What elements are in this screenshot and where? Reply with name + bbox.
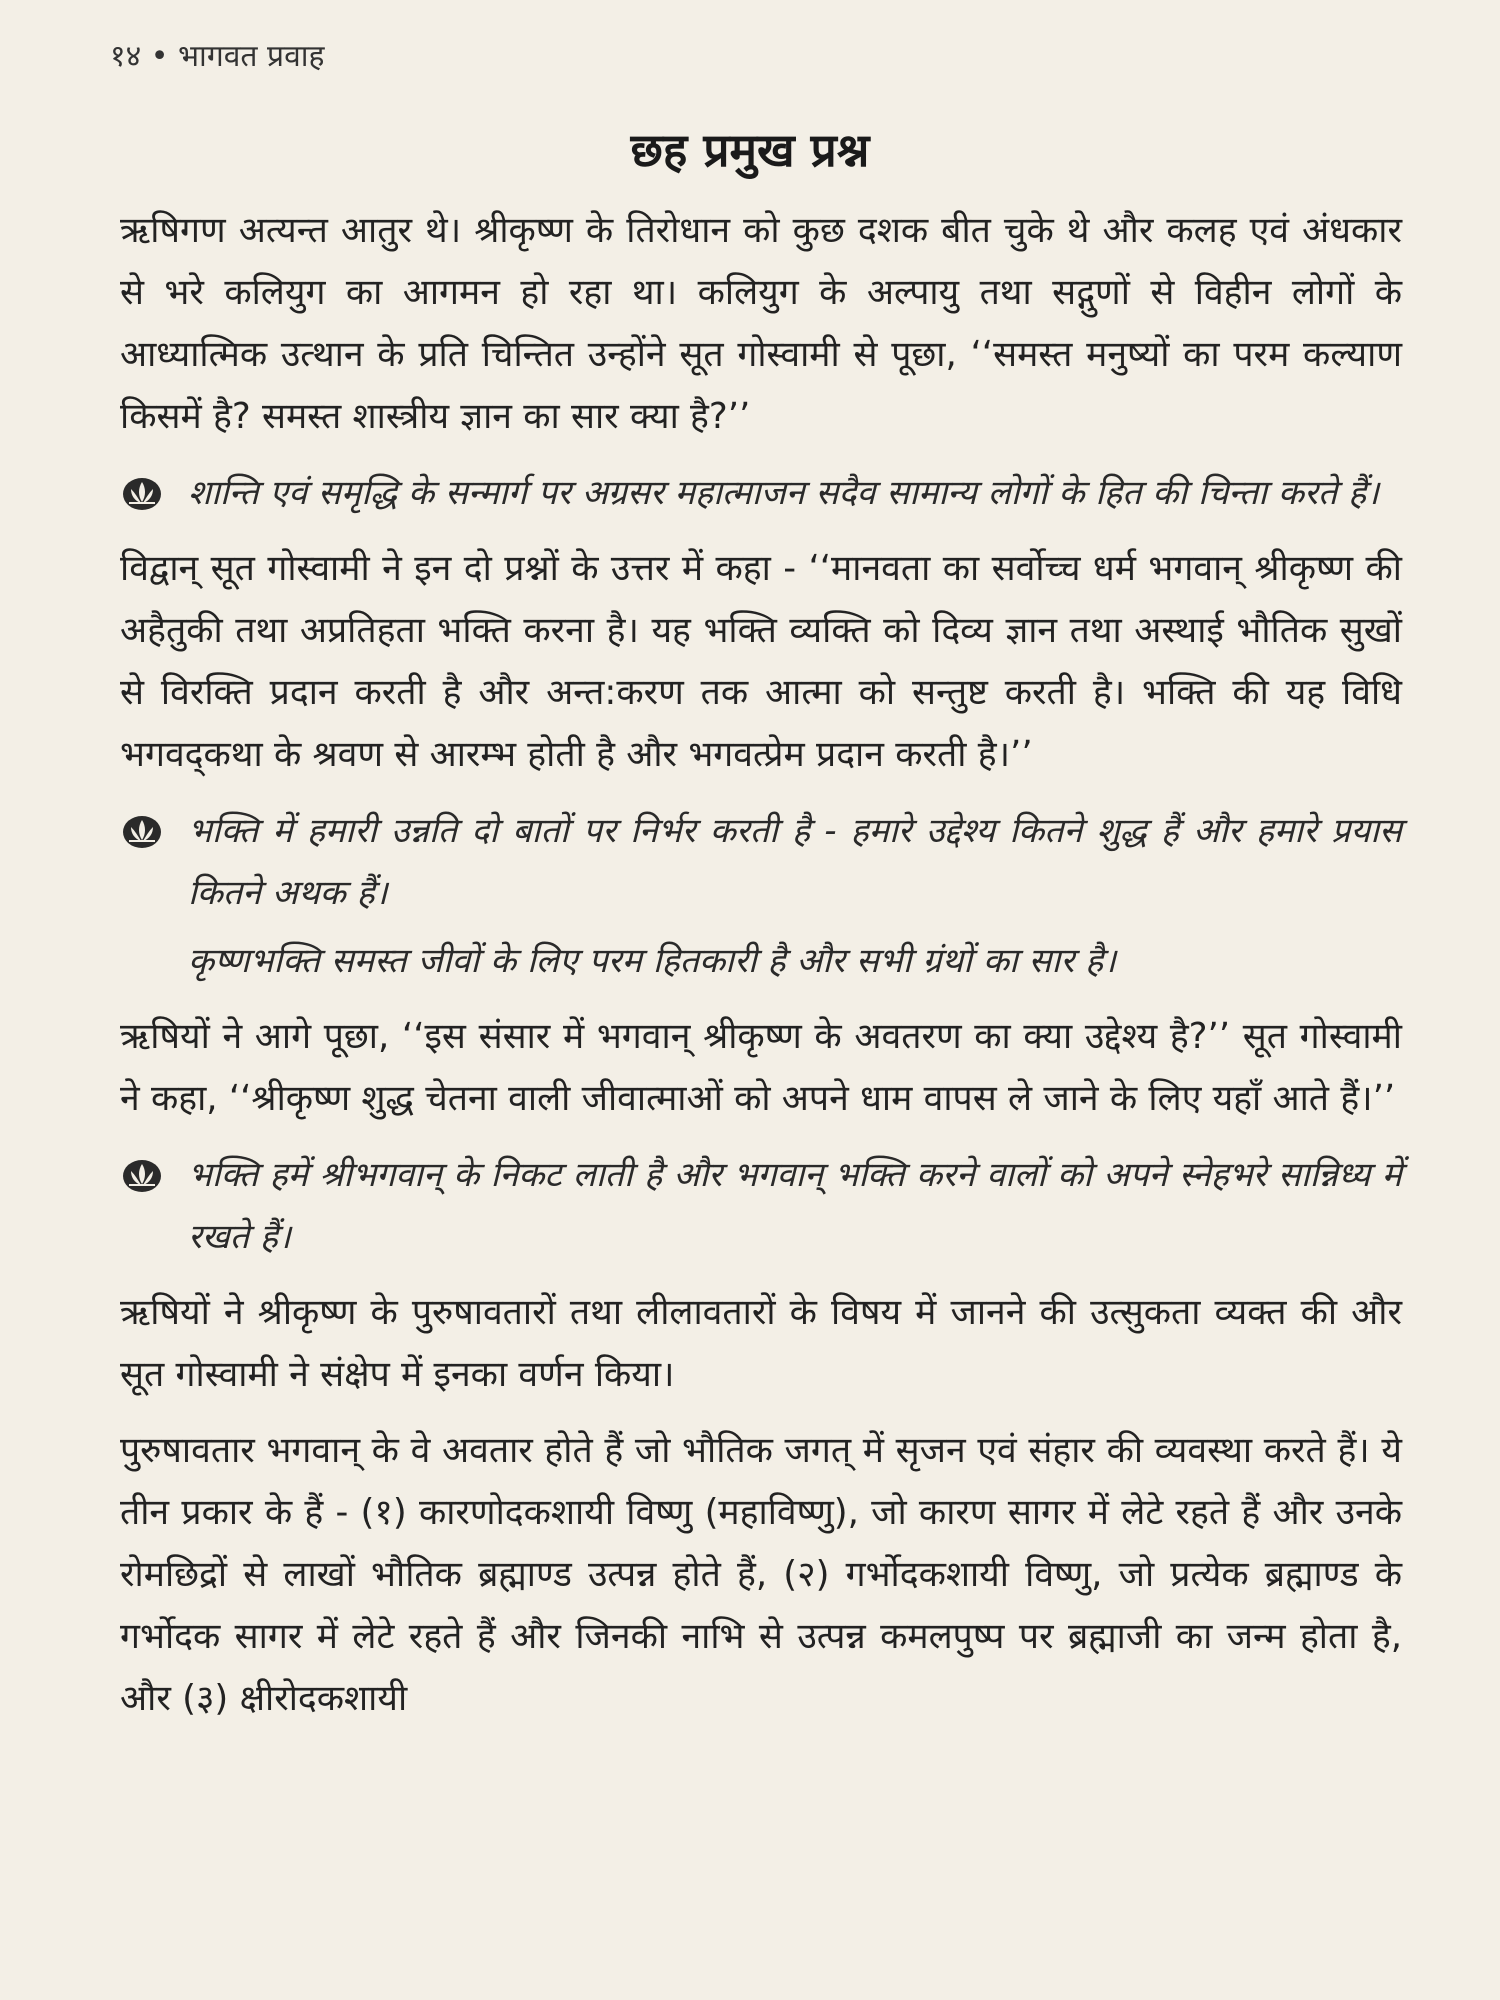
note-text: भक्ति हमें श्रीभगवान् के निकट लाती है और भगवान् भक्ति करने वालों को अपने स्नेहभरे सान्निध्य में रखते हैं।: [188, 1155, 1402, 1257]
note-text: कृष्णभक्ति समस्त जीवों के लिए परम हितकारी है और सभी ग्रंथों का सार है।: [188, 941, 1117, 981]
paragraph-5: पुरुषावतार भगवान् के वे अवतार होते हैं जो भौतिक जगत् में सृजन एवं संहार की व्यवस्था करते हैं। ये तीन प्रकार के हैं - (१) कारणोदकशायी विष्णु (महाविष्णु), जो कारण सागर में लेटे रहते हैं और उनके रोमछिद्रों से लाखों भौतिक ब्रह्माण्ड उत्पन्न होते हैं, (२) गर्भोदकशायी विष्णु, जो प्रत्येक ब्रह्माण्ड के गर्भोदक सागर में लेटे रहते हैं और जिनकी नाभि से उत्पन्न कमलपुष्प पर ब्रह्माजी का जन्म होता है, और (३) क्षीरोदकशायी: [120, 1430, 1402, 1719]
lotus-icon: [122, 814, 162, 850]
paragraph-1: ऋषिगण अत्यन्त आतुर थे। श्रीकृष्ण के तिरोधान को कुछ दशक बीत चुके थे और कलह एवं अंधकार से भरे कलियुग का आगमन हो रहा था। कलियुग के अल्पायु तथा सद्गुणों से विहीन लोगों के आध्यात्मिक उत्थान के प्रति चिन्तित उन्होंने सूत गोस्वामी से पूछा, ‘‘समस्त मनुष्यों का परम कल्याण किसमें है? समस्त शास्त्रीय ज्ञान का सार क्या है?’’: [120, 210, 1402, 437]
teaching-note-3: [120, 930, 1402, 992]
page-body: [120, 200, 1402, 1744]
running-header: १४ • भागवत प्रवाह: [110, 39, 325, 74]
paragraph-4: ऋषियों ने श्रीकृष्ण के पुरुषावतारों तथा लीलावतारों के विषय में जानने की उत्सुकता व्यक्त की और सूत गोस्वामी ने संक्षेप में इनका वर्णन किया।: [120, 1292, 1402, 1395]
note-text: भक्ति में हमारी उन्नति दो बातों पर निर्भर करती है - हमारे उद्देश्य कितने शुद्ध हैं और हमारे प्रयास कितने अथक हैं।: [188, 811, 1402, 913]
note-text: शान्ति एवं समृद्धि के सन्मार्ग पर अग्रसर महात्माजन सदैव सामान्य लोगों के हित की चिन्ता करते हैं।: [188, 473, 1380, 513]
lotus-icon: [122, 476, 162, 512]
teaching-note-2: [120, 800, 1402, 924]
chapter-title: छह प्रमुख प्रश्न: [630, 123, 870, 177]
paragraph-3: ऋषियों ने आगे पूछा, ‘‘इस संसार में भगवान् श्रीकृष्ण के अवतरण का क्या उद्देश्य है?’’ सूत गोस्वामी ने कहा, ‘‘श्रीकृष्ण शुद्ध चेतना वाली जीवात्माओं को अपने धाम वापस ले जाने के लिए यहाँ आते हैं।’’: [120, 1016, 1402, 1119]
paragraph-2: विद्वान् सूत गोस्वामी ने इन दो प्रश्नों के उत्तर में कहा - ‘‘मानवता का सर्वोच्च धर्म भगवान् श्रीकृष्ण की अहैतुकी तथा अप्रतिहता भक्ति करना है। यह भक्ति व्यक्ति को दिव्य ज्ञान तथा अस्थाई भौतिक सुखों से विरक्ति प्रदान करती है और अन्त:करण तक आत्मा को सन्तुष्ट करती है। भक्ति की यह विधि भगवद्कथा के श्रवण से आरम्भ होती है और भगवत्प्रेम प्रदान करती है।’’: [120, 548, 1402, 775]
teaching-note-4: [120, 1144, 1402, 1268]
lotus-icon: [122, 1158, 162, 1194]
teaching-note-1: [120, 462, 1402, 524]
